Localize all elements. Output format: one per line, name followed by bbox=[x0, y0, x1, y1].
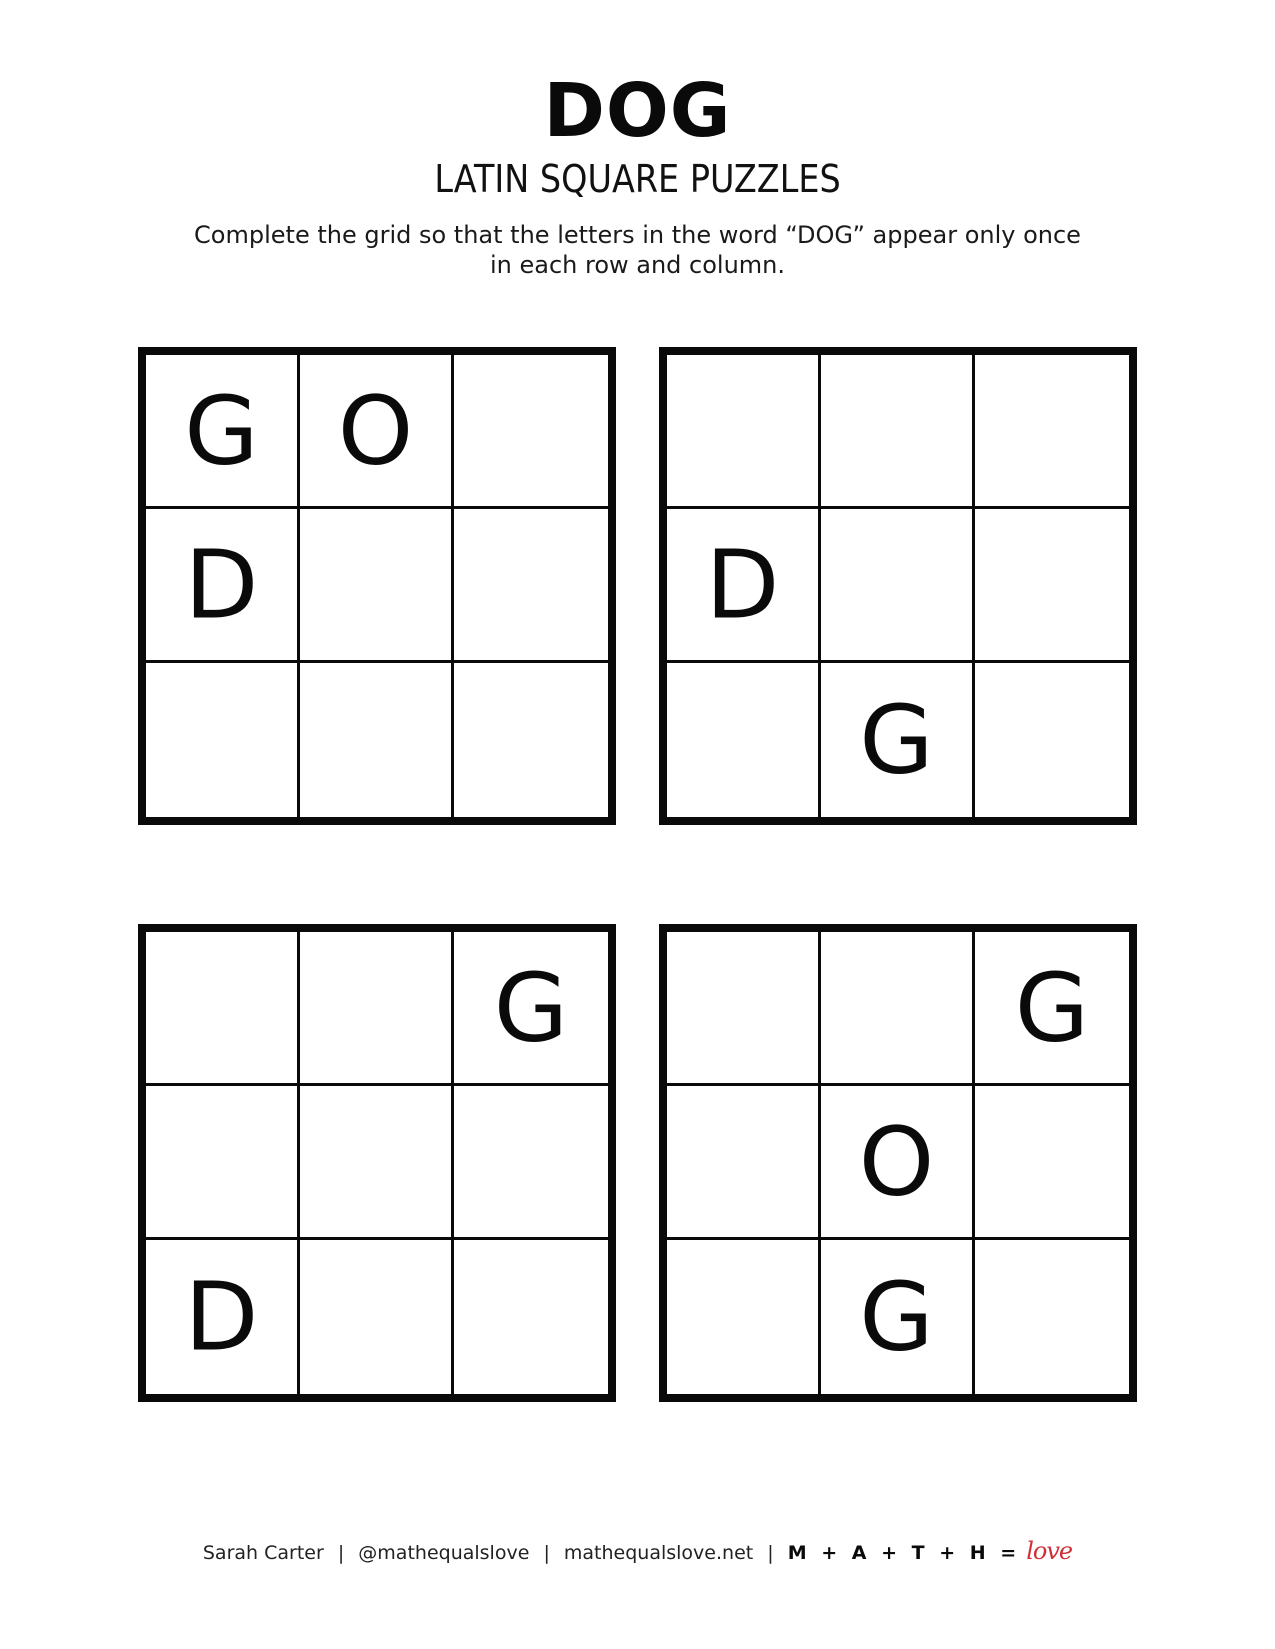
instructions-line-1: Complete the grid so that the letters in the word “DOG” appear only once bbox=[194, 221, 1081, 249]
cell-letter: D bbox=[705, 529, 780, 640]
cell-letter: G bbox=[859, 685, 934, 795]
grid-cell[interactable] bbox=[821, 1086, 975, 1240]
grid-cell[interactable] bbox=[300, 355, 454, 509]
math-logo-text: M + A + T + H = bbox=[787, 1542, 1021, 1564]
grid-cell[interactable] bbox=[667, 932, 821, 1086]
grid-cell[interactable] bbox=[667, 509, 821, 663]
cell-letter: G bbox=[493, 952, 569, 1063]
footer-author: Sarah Carter bbox=[202, 1542, 324, 1564]
grid-cell[interactable] bbox=[300, 663, 454, 817]
grid-cell[interactable] bbox=[821, 1240, 975, 1394]
cell-letter: D bbox=[184, 529, 259, 640]
footer-separator: | bbox=[337, 1542, 345, 1564]
puzzle-grid-2 bbox=[659, 347, 1137, 825]
grid-cell[interactable] bbox=[821, 663, 975, 817]
cell-letter: O bbox=[858, 1106, 935, 1217]
footer-handle: @mathequalslove bbox=[358, 1542, 530, 1564]
grid-cell[interactable] bbox=[300, 1086, 454, 1240]
grid-cell[interactable] bbox=[146, 663, 300, 817]
grid-cell[interactable] bbox=[454, 932, 608, 1086]
grid-cell[interactable] bbox=[975, 1240, 1129, 1394]
grid-cell[interactable] bbox=[454, 663, 608, 817]
grid-cell[interactable] bbox=[667, 1086, 821, 1240]
grid-cell[interactable] bbox=[975, 355, 1129, 509]
cell-letter: G bbox=[859, 1262, 934, 1372]
grid-cell[interactable] bbox=[146, 932, 300, 1086]
footer bbox=[0, 1538, 1275, 1566]
grid-cell[interactable] bbox=[300, 932, 454, 1086]
grid-cell[interactable] bbox=[454, 355, 608, 509]
grid-cell[interactable] bbox=[821, 932, 975, 1086]
cell-letter: D bbox=[184, 1262, 259, 1372]
grid-cell[interactable] bbox=[667, 355, 821, 509]
instructions bbox=[140, 220, 1135, 280]
grid-cell[interactable] bbox=[975, 932, 1129, 1086]
grid-cell[interactable] bbox=[146, 509, 300, 663]
grid-cell[interactable] bbox=[300, 1240, 454, 1394]
grid-cell[interactable] bbox=[454, 1240, 608, 1394]
cell-letter: G bbox=[1014, 952, 1090, 1063]
grid-cell[interactable] bbox=[454, 1086, 608, 1240]
grid-cell[interactable] bbox=[975, 1086, 1129, 1240]
cell-letter: G bbox=[184, 375, 259, 486]
cell-letter: O bbox=[337, 375, 414, 486]
grid-cell[interactable] bbox=[975, 509, 1129, 663]
footer-website: mathequalslove.net bbox=[563, 1542, 754, 1564]
page-subtitle: LATIN SQUARE PUZZLES bbox=[434, 157, 841, 201]
puzzle-grid-4 bbox=[659, 924, 1137, 1402]
grid-cell[interactable] bbox=[821, 509, 975, 663]
grid-cell[interactable] bbox=[300, 509, 454, 663]
grid-cell[interactable] bbox=[667, 663, 821, 817]
puzzle-grid-3 bbox=[138, 924, 616, 1402]
grid-cell[interactable] bbox=[667, 1240, 821, 1394]
footer-separator: | bbox=[543, 1542, 550, 1564]
puzzle-grid-1 bbox=[138, 347, 616, 825]
page-title: DOG bbox=[543, 68, 732, 154]
instructions-line-2: in each row and column. bbox=[489, 251, 786, 279]
grid-cell[interactable] bbox=[821, 355, 975, 509]
grid-cell[interactable] bbox=[146, 1240, 300, 1394]
love-script-logo: love bbox=[1026, 1537, 1073, 1565]
grid-cell[interactable] bbox=[146, 355, 300, 509]
grid-cell[interactable] bbox=[975, 663, 1129, 817]
grid-cell[interactable] bbox=[146, 1086, 300, 1240]
grid-cell[interactable] bbox=[454, 509, 608, 663]
footer-separator: | bbox=[767, 1542, 774, 1564]
